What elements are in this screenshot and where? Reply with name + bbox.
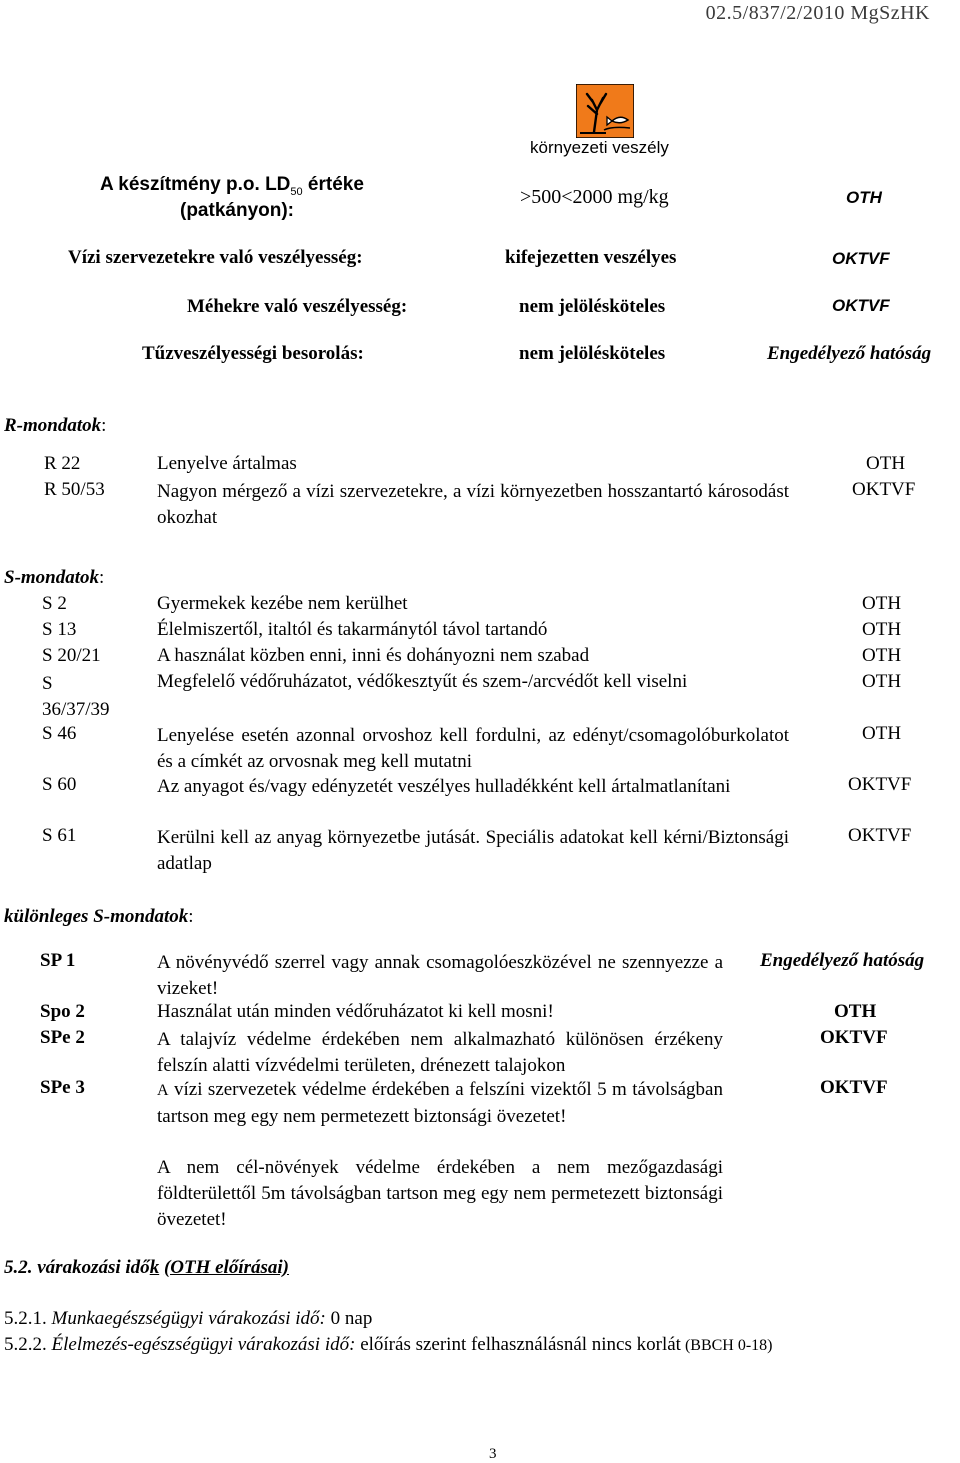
bee-hazard-authority: OKTVF <box>832 296 890 315</box>
s-phrase-text: A használat közben enni, inni és dohányozni nem szabad <box>157 645 590 666</box>
s-phrase-authority: OKTVF <box>848 774 912 795</box>
r-phrase-code: R 50/53 <box>44 479 105 500</box>
sp-phrase-text: A vízi szervezetek védelme érdekében a felszíni vizektől 5 m távolságban tartson meg egy nem permetezett biztonsági övezetet! <box>157 1079 723 1127</box>
s-phrase-code: S 60 <box>42 774 77 795</box>
document-id: 02.5/837/2/2010 MgSzHK <box>705 2 930 24</box>
occupational-waiting-time: 5.2.1. Munkaegészségügyi várakozási idő: 0 nap <box>4 1308 373 1329</box>
sp-phrase-text: A talajvíz védelme érdekében nem alkalmazható különösen érzékeny felszín alatti vízvédelmi területen, drénezett talajokon <box>157 1029 723 1076</box>
sp-extra-text: A nem cél-növények védelme érdekében a nem mezőgazdasági földterülettől 5m távolságban tartson meg egy nem permetezett biztonsági övezetet! <box>157 1157 723 1230</box>
pictogram-label: környezeti veszély <box>530 138 669 157</box>
r-phrase-authority: OKTVF <box>852 479 916 500</box>
sp-phrase-authority: OKTVF <box>820 1077 888 1098</box>
aquatic-hazard-authority: OKTVF <box>832 249 890 268</box>
fire-hazard-authority: Engedélyező hatóság <box>767 343 932 364</box>
s-phrase-code: S 20/21 <box>42 645 101 666</box>
s-phrase-text: Az anyagot és/vagy edényzetét veszélyes hulladékként kell ártalmatlanítani <box>157 776 731 797</box>
s-phrase-text: Megfelelő védőruházatot, védőkesztyűt és szem-/arcvédőt kell viselni <box>157 671 688 692</box>
s-phrase-code: S 36/37/39 <box>42 673 110 720</box>
sp-phrase-authority: Engedélyező hatóság <box>760 950 925 971</box>
oth-regulations-link[interactable]: (OTH előírásai) <box>163 1257 290 1278</box>
fire-hazard-value: nem jelölésköteles <box>519 343 666 364</box>
bee-hazard-label: Méhekre való veszélyesség: <box>187 296 408 317</box>
s-phrase-code: S 46 <box>42 723 77 744</box>
ld50-label-line2: (patkányon): <box>180 200 294 221</box>
sp-phrase-code: SPe 3 <box>40 1077 85 1098</box>
dead-tree-fish-environment-hazard-icon <box>576 84 634 138</box>
special-s-phrases-heading: különleges S-mondatok: <box>4 906 194 927</box>
s-phrase-authority: OTH <box>862 645 902 666</box>
s-phrase-text: Lenyelése esetén azonnal orvoshoz kell fordulni, az edényt/csomagolóburkolatot és a címkét az orvosnak meg kell mutatni <box>157 725 789 772</box>
s-phrase-authority: OKTVF <box>848 825 912 846</box>
ld50-authority: OTH <box>846 188 882 207</box>
r-phrase-text: Lenyelve ártalmas <box>157 453 297 474</box>
ld50-value: >500<2000 mg/kg <box>520 186 669 208</box>
s-phrase-code: S 61 <box>42 825 77 846</box>
s-phrase-authority: OTH <box>862 593 902 614</box>
bee-hazard-value: nem jelölésköteles <box>519 296 666 317</box>
sp-phrase-text: Használat után minden védőruházatot ki kell mosni! <box>157 1001 554 1022</box>
r-phrase-code: R 22 <box>44 453 81 474</box>
s-phrase-code: S 2 <box>42 593 67 614</box>
waiting-times-heading: 5.2. várakozási idők (OTH előírásai) <box>4 1257 290 1278</box>
s-phrase-text: Kerülni kell az anyag környezetbe jutását. Speciális adatokat kell kérni/Biztonsági adatlap <box>157 827 789 874</box>
r-phrase-text: Nagyon mérgező a vízi szervezetekre, a vízi környezetben hosszantartó károsodást okozhat <box>157 481 789 528</box>
sp-phrase-code: SP 1 <box>40 950 76 971</box>
sp-phrase-code: Spo 2 <box>40 1001 85 1022</box>
fire-hazard-label: Tűzveszélyességi besorolás: <box>142 343 364 364</box>
s-phrase-authority: OTH <box>862 671 902 692</box>
aquatic-hazard-value: kifejezetten veszélyes <box>505 247 677 268</box>
ld50-label-line1: A készítmény p.o. $LD_{50}$ értéke <box>100 174 364 198</box>
sp-phrase-authority: OTH <box>834 1001 877 1022</box>
s-phrase-code: S 13 <box>42 619 77 640</box>
sp-phrase-authority: OKTVF <box>820 1027 888 1048</box>
sp-phrase-text: A növényvédő szerrel vagy annak csomagolóeszközével ne szennyezze a vizeket! <box>157 952 723 999</box>
page-number: 3 <box>489 1446 497 1462</box>
aquatic-hazard-label: Vízi szervezetekre való veszélyesség: <box>68 247 363 268</box>
sp-phrase-code: SPe 2 <box>40 1027 85 1048</box>
s-phrase-authority: OTH <box>862 723 902 744</box>
s-phrase-authority: OTH <box>862 619 902 640</box>
r-phrase-authority: OTH <box>866 453 906 474</box>
r-phrases-heading: R-mondatok: <box>4 415 107 436</box>
s-phrase-text: Gyermekek kezébe nem kerülhet <box>157 593 408 614</box>
s-phrase-text: Élelmiszertől, italtól és takarmánytól távol tartandó <box>157 619 548 640</box>
s-phrases-heading: S-mondatok: <box>4 567 105 588</box>
food-safety-waiting-time: 5.2.2. Élelmezés-egészségügyi várakozási idő: előírás szerint felhasználásnál nincs korlát (BBCH 0-18) <box>4 1334 773 1355</box>
